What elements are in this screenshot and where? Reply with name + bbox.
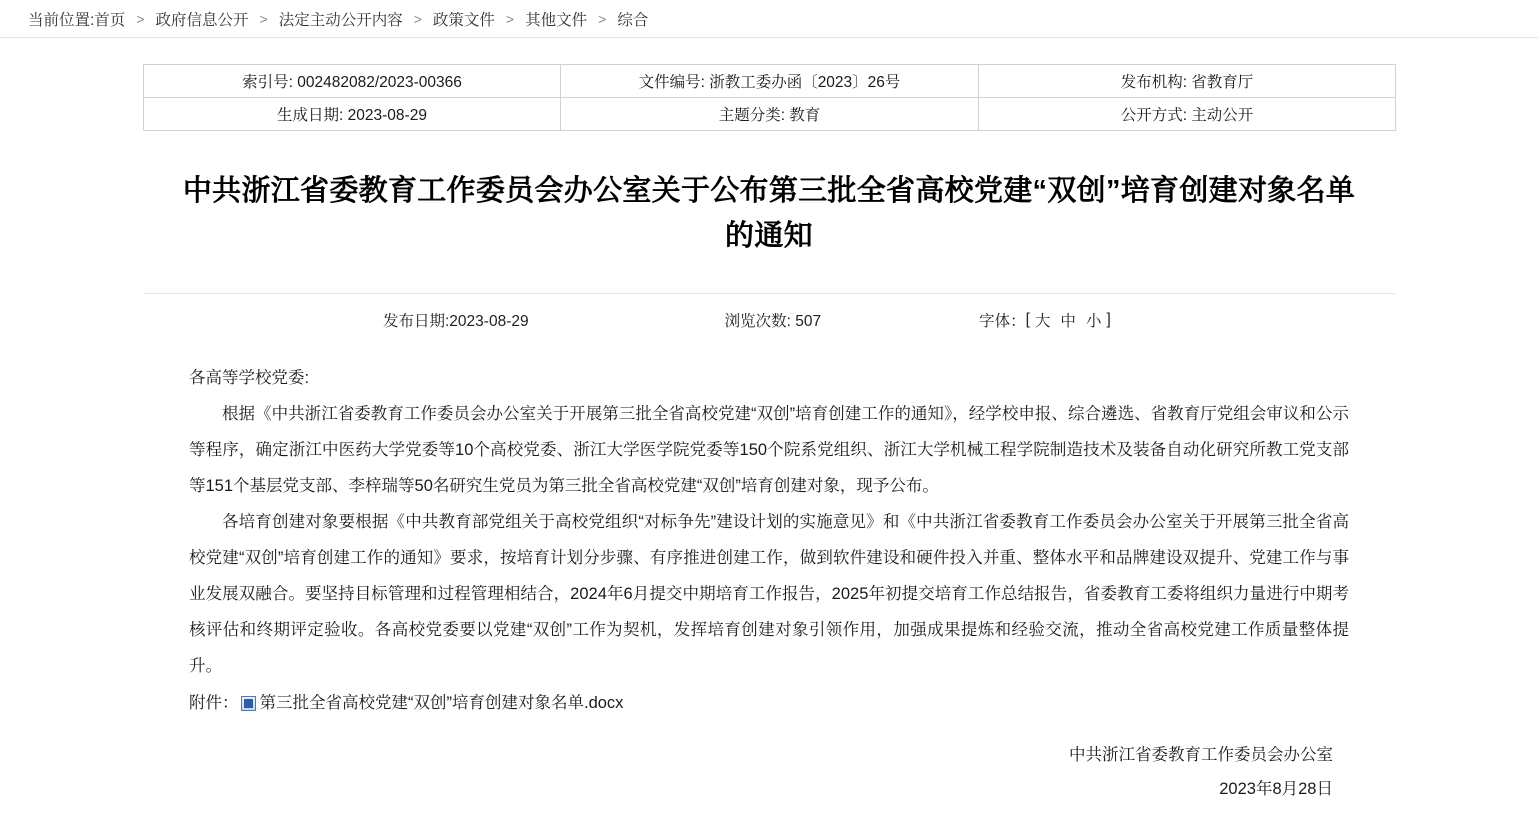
attachment-link[interactable]: 第三批全省高校党建“双创”培育创建对象名单.docx [259, 694, 624, 712]
meta-disclosure-method: 公开方式: 主动公开 [979, 98, 1396, 131]
font-size-small-button[interactable]: 小 [1085, 313, 1102, 330]
breadcrumb-home[interactable]: 当前位置:首页 [28, 11, 126, 29]
font-size-large-button[interactable]: 大 [1034, 313, 1051, 330]
font-size-label: 字体： [979, 313, 1026, 330]
document-page [0, 38, 1538, 806]
meta-issuing-agency: 发布机构: 省教育厅 [979, 65, 1396, 98]
font-size-medium-button[interactable]: 中 [1060, 313, 1076, 330]
document-info-bar [143, 294, 1395, 346]
breadcrumb-separator: > [259, 10, 268, 27]
breadcrumb-separator: > [413, 10, 422, 27]
breadcrumb-item-statutory-disclosure[interactable]: 法定主动公开内容 [278, 11, 403, 29]
page-title: 中共浙江省委教育工作委员会办公室关于公布第三批全省高校党建“双创”培育创建对象名单的通知 [182, 175, 1356, 252]
breadcrumb-separator: > [136, 10, 145, 27]
breadcrumb-item-general[interactable]: 综合 [617, 11, 649, 29]
meta-document-number: 文件编号: 浙教工委办函〔2023〕26号 [561, 65, 979, 98]
document-file-icon [241, 696, 256, 711]
table-row [144, 65, 1396, 98]
breadcrumb-item-policy-documents[interactable]: 政策文件 [432, 11, 495, 29]
signature-organization: 中共浙江省委教育工作委员会办公室 [1069, 746, 1333, 764]
meta-index-number: 索引号: 002482082/2023-00366 [144, 65, 561, 98]
breadcrumb-separator: > [598, 10, 607, 27]
body-paragraph-2: 各培育创建对象要根据《中共教育部党组关于高校党组织“对标争先”建设计划的实施意见》和《中共浙江省委教育工作委员会办公室关于开展第三批全省高校党建“双创”培育创建工作的通知》要求，按培育计划分步骤、有序推进创建工作，做到软件建设和硬件投入并重、整体水平和品牌建设双提升、党建工作与事业发展双融合。要坚持目标管理和过程管理相结合，2024年6月提交中期培育工作报告，2025年初提交培育工作总结报告，省委教育工委将组织力量进行中期考核评估和终期评定验收。各高校党委要以党建“双创”工作为契机，发挥培育创建对象引领作用，加强成果提炼和经验交流，推动全省高校党建工作质量整体提升。 [189, 513, 1349, 675]
salutation: 各高等学校党委: [189, 369, 310, 387]
publish-date: 发布日期:2023-08-29 [383, 313, 529, 330]
signature-block [189, 738, 1349, 806]
meta-topic-category: 主题分类: 教育 [561, 98, 979, 131]
attachment-label: 附件： [189, 694, 239, 712]
breadcrumb [0, 0, 1538, 38]
table-row [144, 98, 1396, 131]
bracket-left: [ [1025, 311, 1030, 328]
signature-date: 2023年8月28日 [1219, 780, 1333, 798]
font-size-control [979, 309, 1111, 331]
attachment-row [189, 686, 1349, 720]
document-wrapper [143, 64, 1395, 806]
body-paragraph-1: 根据《中共浙江省委教育工作委员会办公室关于开展第三批全省高校党建“双创”培育创建工作的通知》，经学校申报、综合遴选、省教育厅党组会审议和公示等程序，确定浙江中医药大学党委等10个高校党委、浙江大学医学院党委等150个院系党组织、浙江大学机械工程学院制造技术及装备自动化研究所教工党支部等151个基层党支部、李梓瑞等50名研究生党员为第三批全省高校党建“双创”培育创建对象，现予公布。 [189, 405, 1349, 495]
breadcrumb-item-other-documents[interactable]: 其他文件 [525, 11, 588, 29]
breadcrumb-separator: > [505, 10, 515, 27]
breadcrumb-item-government-info[interactable]: 政府信息公开 [155, 11, 249, 29]
view-count: 浏览次数: 507 [724, 313, 822, 330]
meta-created-date: 生成日期: 2023-08-29 [144, 98, 561, 131]
document-metadata-table [143, 64, 1396, 131]
bracket-right: ] [1106, 311, 1111, 328]
document-body [189, 360, 1349, 720]
